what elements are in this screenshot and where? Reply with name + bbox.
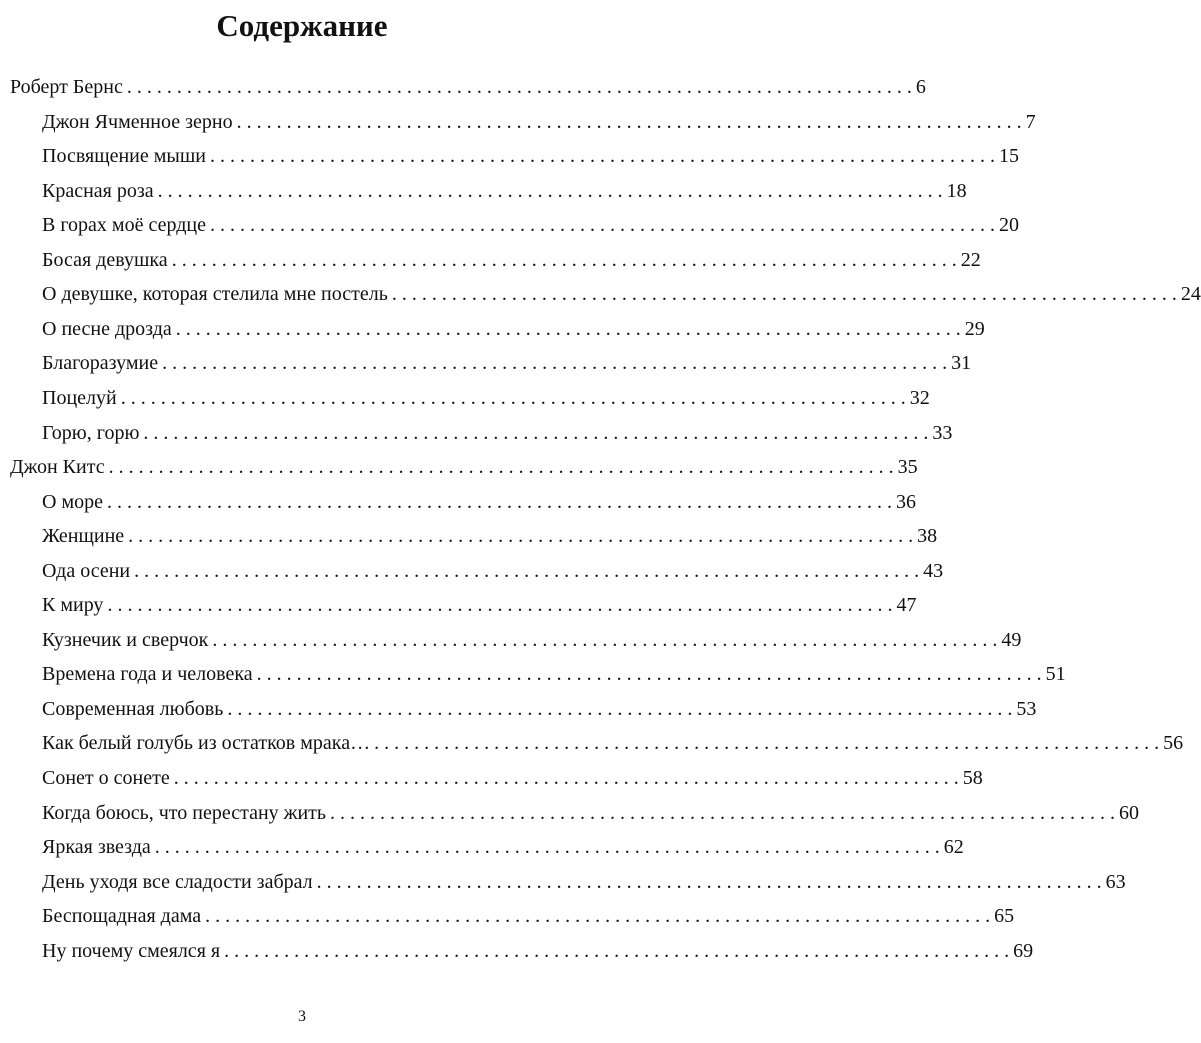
toc-poem-entry <box>42 416 953 450</box>
toc-entry-title: Когда боюсь, что перестану жить <box>42 801 327 824</box>
toc-entry-title: К миру <box>42 594 104 617</box>
toc-poem-entry <box>42 692 1037 726</box>
page-number: 3 <box>298 1008 306 1025</box>
toc-poem-entry <box>42 519 938 553</box>
toc-entry-title: Кузнечик и сверчок <box>42 628 209 651</box>
toc-entry-title: Поцелуй <box>42 386 117 409</box>
toc-poem-entry <box>42 761 983 795</box>
toc-entry-page: 63 <box>1105 870 1126 893</box>
toc-dot-leader: . . . . . . . . . . . . . . . . . . . . . . . . . . . . . . . . . . . . . . . . . . . . . . . . . . . . . . . . . . . . . . . . . . . . . . . . . . . . . . . <box>212 628 998 651</box>
toc-entry-title: О песне дрозда <box>42 317 172 340</box>
toc-entry-page: 56 <box>1163 732 1184 755</box>
toc-poem-entry <box>42 277 1201 311</box>
toc-entry-title: Красная роза <box>42 179 154 202</box>
toc-poem-entry <box>42 346 972 380</box>
toc-entry-page: 15 <box>998 145 1019 168</box>
toc-poem-entry <box>42 485 916 519</box>
toc-entry-page: 32 <box>909 386 930 409</box>
toc-entry-title: Ну почему смеялся я <box>42 939 221 962</box>
toc-poem-entry <box>42 312 985 346</box>
toc-dot-leader: . . . . . . . . . . . . . . . . . . . . . . . . . . . . . . . . . . . . . . . . . . . . . . . . . . . . . . . . . . . . . . . . . . . . . . . . . . . . . . . <box>162 352 948 375</box>
toc-entry-title: Джон Ячменное зерно <box>42 110 233 133</box>
toc-poem-entry <box>42 934 1034 968</box>
toc-poem-entry <box>42 105 1036 139</box>
toc-dot-leader: . . . . . . . . . . . . . . . . . . . . . . . . . . . . . . . . . . . . . . . . . . . . . . . . . . . . . . . . . . . . . . . . . . . . . . . . . . . . . . . <box>256 663 1042 686</box>
toc-dot-leader: . . . . . . . . . . . . . . . . . . . . . . . . . . . . . . . . . . . . . . . . . . . . . . . . . . . . . . . . . . . . . . . . . . . . . . . . . . . . . . . <box>224 939 1010 962</box>
toc-entry-title: Беспощадная дама <box>42 905 202 928</box>
toc-entry-page: 38 <box>917 525 938 548</box>
toc-dot-leader: . . . . . . . . . . . . . . . . . . . . . . . . . . . . . . . . . . . . . . . . . . . . . . . . . . . . . . . . . . . . . . . . . . . . . . . . . . . . . . . <box>157 179 943 202</box>
toc-entry-page: 58 <box>962 767 983 789</box>
toc-dot-leader: . . . . . . . . . . . . . . . . . . . . . . . . . . . . . . . . . . . . . . . . . . . . . . . . . . . . . . . . . . . . . . . . . . . . . . . . . . . . . . . <box>120 386 906 409</box>
toc-author-entry <box>10 70 926 104</box>
toc-dot-leader: . . . . . . . . . . . . . . . . . . . . . . . . . . . . . . . . . . . . . . . . . . . . . . . . . . . . . . . . . . . . . . . . . . . . . . . . . . . . . . . <box>209 214 995 237</box>
toc-dot-leader: . . . . . . . . . . . . . . . . . . . . . . . . . . . . . . . . . . . . . . . . . . . . . . . . . . . . . . . . . . . . . . . . . . . . . . . . . . . . . . . <box>143 421 929 444</box>
toc-entry-page: 6 <box>915 76 926 98</box>
page-title: Содержание <box>216 8 388 43</box>
toc-dot-leader: . . . . . . . . . . . . . . . . . . . . . . . . . . . . . . . . . . . . . . . . . . . . . . . . . . . . . . . . . . . . . . . . . . . . . . . . . . . . . . . <box>227 697 1013 720</box>
toc-entry-page: 60 <box>1119 801 1140 824</box>
toc-entry-page: 22 <box>960 248 981 271</box>
toc-entry-title: В горах моё сердце <box>42 214 206 237</box>
toc-dot-leader: . . . . . . . . . . . . . . . . . . . . . . . . . . . . . . . . . . . . . . . . . . . . . . . . . . . . . . . . . . . . . . . . . . . . . . . . . . . . . . . <box>316 870 1102 893</box>
toc-entry-title: Роберт Бернс <box>10 76 123 98</box>
toc-poem-entry <box>42 208 1019 242</box>
toc-entry-title: Времена года и человека <box>42 663 253 686</box>
toc-entry-page: 43 <box>923 559 944 582</box>
toc-dot-leader: . . . . . . . . . . . . . . . . . . . . . . . . . . . . . . . . . . . . . . . . . . . . . . . . . . . . . . . . . . . . . . . . . . . . . . . . . . . . . . . <box>173 767 959 789</box>
toc-dot-leader: . . . . . . . . . . . . . . . . . . . . . . . . . . . . . . . . . . . . . . . . . . . . . . . . . . . . . . . . . . . . . . . . . . . . . . . . . . . . . . . <box>128 525 914 548</box>
toc-dot-leader: . . . . . . . . . . . . . . . . . . . . . . . . . . . . . . . . . . . . . . . . . . . . . . . . . . . . . . . . . . . . . . . . . . . . . . . . . . . . . . . <box>374 732 1160 755</box>
toc-entry-page: 33 <box>932 421 953 444</box>
toc-poem-entry <box>42 830 964 864</box>
toc-entry-page: 47 <box>896 594 917 617</box>
toc-dot-leader: . . . . . . . . . . . . . . . . . . . . . . . . . . . . . . . . . . . . . . . . . . . . . . . . . . . . . . . . . . . . . . . . . . . . . . . . . . . . . . . <box>209 145 995 168</box>
toc-poem-entry <box>42 623 1022 657</box>
toc-entry-title: День уходя все сладости забрал <box>42 870 313 893</box>
toc-poem-entry <box>42 796 1140 830</box>
toc-entry-page: 7 <box>1025 110 1036 133</box>
toc-entry-page: 69 <box>1013 939 1034 962</box>
toc-entry-title: О девушке, которая стелила мне постель <box>42 283 388 306</box>
toc-dot-leader: . . . . . . . . . . . . . . . . . . . . . . . . . . . . . . . . . . . . . . . . . . . . . . . . . . . . . . . . . . . . . . . . . . . . . . . . . . . . . . . <box>154 836 940 859</box>
toc-entry-page: 18 <box>946 179 967 202</box>
toc-poem-entry <box>42 554 944 588</box>
toc-entry-page: 36 <box>895 490 916 513</box>
toc-dot-leader: . . . . . . . . . . . . . . . . . . . . . . . . . . . . . . . . . . . . . . . . . . . . . . . . . . . . . . . . . . . . . . . . . . . . . . . . . . . . . . . <box>171 248 957 271</box>
toc-poem-entry <box>42 174 967 208</box>
toc-dot-leader: . . . . . . . . . . . . . . . . . . . . . . . . . . . . . . . . . . . . . . . . . . . . . . . . . . . . . . . . . . . . . . . . . . . . . . . . . . . . . . . <box>330 801 1116 824</box>
toc-dot-leader: . . . . . . . . . . . . . . . . . . . . . . . . . . . . . . . . . . . . . . . . . . . . . . . . . . . . . . . . . . . . . . . . . . . . . . . . . . . . . . . <box>175 317 961 340</box>
toc-dot-leader: . . . . . . . . . . . . . . . . . . . . . . . . . . . . . . . . . . . . . . . . . . . . . . . . . . . . . . . . . . . . . . . . . . . . . . . . . . . . . . . <box>108 456 894 479</box>
toc-entry-title: Яркая звезда <box>42 836 151 859</box>
toc-poem-entry <box>42 381 930 415</box>
toc-dot-leader: . . . . . . . . . . . . . . . . . . . . . . . . . . . . . . . . . . . . . . . . . . . . . . . . . . . . . . . . . . . . . . . . . . . . . . . . . . . . . . . <box>236 110 1022 133</box>
toc-entry-page: 53 <box>1016 697 1037 720</box>
toc-dot-leader: . . . . . . . . . . . . . . . . . . . . . . . . . . . . . . . . . . . . . . . . . . . . . . . . . . . . . . . . . . . . . . . . . . . . . . . . . . . . . . . <box>107 594 893 617</box>
toc-entry-title: Благоразумие <box>42 352 159 375</box>
toc-entry-page: 51 <box>1045 663 1066 686</box>
toc-entry-title: Ода осени <box>42 559 131 582</box>
toc-entry-title: Горю, горю <box>42 421 140 444</box>
toc-poem-entry <box>42 588 917 622</box>
toc-dot-leader: . . . . . . . . . . . . . . . . . . . . . . . . . . . . . . . . . . . . . . . . . . . . . . . . . . . . . . . . . . . . . . . . . . . . . . . . . . . . . . . <box>126 76 912 98</box>
toc-poem-entry <box>42 139 1019 173</box>
toc-poem-entry <box>42 865 1126 899</box>
toc-poem-entry <box>42 243 981 277</box>
toc-entry-title: О море <box>42 490 103 513</box>
toc-entry-page: 62 <box>943 836 964 859</box>
toc-dot-leader: . . . . . . . . . . . . . . . . . . . . . . . . . . . . . . . . . . . . . . . . . . . . . . . . . . . . . . . . . . . . . . . . . . . . . . . . . . . . . . . <box>205 905 991 928</box>
toc-entry-title: Женщине <box>42 525 125 548</box>
toc-poem-entry <box>42 657 1066 691</box>
toc-entry-title: Джон Китс <box>10 456 105 479</box>
toc-dot-leader: . . . . . . . . . . . . . . . . . . . . . . . . . . . . . . . . . . . . . . . . . . . . . . . . . . . . . . . . . . . . . . . . . . . . . . . . . . . . . . . <box>134 559 920 582</box>
toc-entry-title: Современная любовь <box>42 697 224 720</box>
toc-entry-page: 65 <box>994 905 1015 928</box>
toc-entry-title: Босая девушка <box>42 248 168 271</box>
toc-entry-title: Сонет о сонете <box>42 767 170 789</box>
toc-entry-page: 31 <box>951 352 972 375</box>
toc-entry-page: 49 <box>1001 628 1022 651</box>
toc-poem-entry <box>42 726 1184 760</box>
toc-poem-entry <box>42 899 1015 933</box>
toc-entry-title: Как белый голубь из остатков мрака… <box>42 732 371 755</box>
toc-entry-page: 35 <box>897 456 918 479</box>
toc-entry-page: 20 <box>998 214 1019 237</box>
toc-dot-leader: . . . . . . . . . . . . . . . . . . . . . . . . . . . . . . . . . . . . . . . . . . . . . . . . . . . . . . . . . . . . . . . . . . . . . . . . . . . . . . . <box>106 490 892 513</box>
toc-entry-title: Посвящение мыши <box>42 145 206 168</box>
toc-entry-page: 29 <box>964 317 985 340</box>
toc-author-entry <box>10 450 918 484</box>
toc-entry-page: 24 <box>1180 283 1201 306</box>
toc-dot-leader: . . . . . . . . . . . . . . . . . . . . . . . . . . . . . . . . . . . . . . . . . . . . . . . . . . . . . . . . . . . . . . . . . . . . . . . . . . . . . . . <box>391 283 1177 306</box>
